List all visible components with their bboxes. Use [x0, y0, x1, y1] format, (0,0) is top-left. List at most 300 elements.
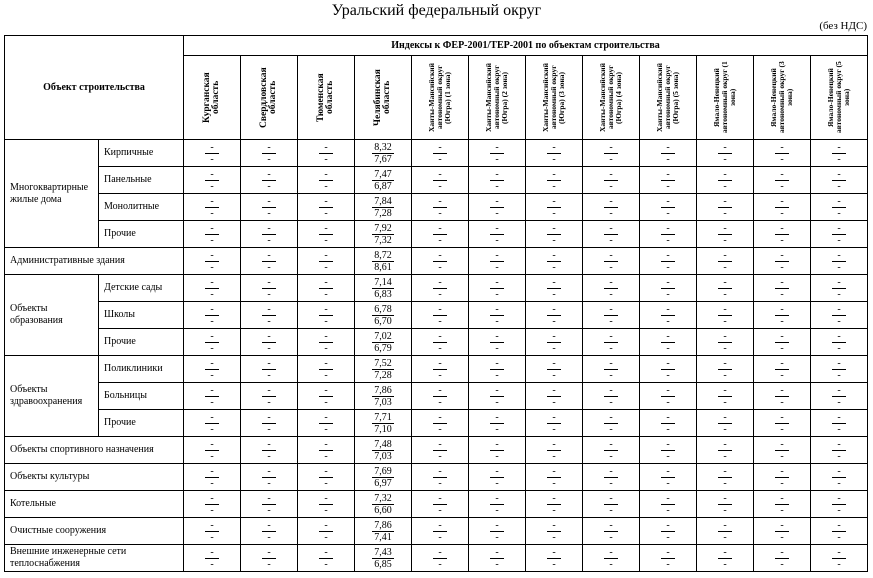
- object-group-label: Многоквартирные жилые дома: [5, 140, 99, 248]
- value-cell: [241, 437, 298, 464]
- index-numerator: -: [205, 142, 218, 154]
- index-denominator: 7,67: [374, 153, 392, 165]
- index-numerator: -: [319, 439, 332, 451]
- index-numerator: -: [832, 142, 845, 154]
- object-subtype-label: Поликлиники: [99, 356, 184, 383]
- index-denominator: -: [438, 504, 442, 516]
- index-numerator: -: [433, 304, 446, 316]
- index-value: [205, 331, 218, 354]
- index-numerator: -: [547, 196, 560, 208]
- index-value: [604, 466, 617, 489]
- index-denominator: -: [609, 315, 613, 327]
- index-numerator: -: [262, 223, 275, 235]
- index-value: [372, 250, 394, 273]
- value-cell: [241, 194, 298, 221]
- value-cell: [298, 545, 355, 572]
- index-value: [433, 277, 446, 300]
- index-value: [661, 142, 674, 165]
- index-denominator: -: [267, 261, 271, 273]
- index-numerator: -: [205, 412, 218, 424]
- index-value: [775, 223, 788, 246]
- index-numerator: 7,52: [374, 357, 392, 369]
- index-value: [205, 304, 218, 327]
- index-value: [205, 466, 218, 489]
- value-cell: [754, 464, 811, 491]
- index-value: [205, 196, 218, 219]
- index-numerator: -: [718, 277, 731, 289]
- index-denominator: -: [780, 207, 784, 219]
- index-value: [262, 520, 275, 543]
- index-value: [372, 142, 394, 165]
- index-value: [775, 520, 788, 543]
- index-value: [832, 493, 845, 516]
- index-denominator: -: [780, 288, 784, 300]
- index-numerator: -: [433, 412, 446, 424]
- index-denominator: -: [438, 396, 442, 408]
- index-numerator: -: [262, 493, 275, 505]
- index-value: [490, 493, 503, 516]
- index-value: [205, 439, 218, 462]
- object-group-label: Объекты спортивного назначения: [5, 437, 184, 464]
- value-cell: [355, 275, 412, 302]
- index-numerator: -: [262, 412, 275, 424]
- index-numerator: -: [319, 358, 332, 370]
- index-value: [372, 547, 394, 570]
- value-cell: [583, 275, 640, 302]
- index-denominator: -: [210, 234, 214, 246]
- index-numerator: -: [547, 358, 560, 370]
- index-value: [547, 466, 560, 489]
- table-row: [5, 302, 868, 329]
- index-numerator: 8,72: [374, 249, 392, 261]
- index-numerator: -: [262, 277, 275, 289]
- index-numerator: -: [319, 520, 332, 532]
- index-value: [718, 250, 731, 273]
- index-value: [490, 142, 503, 165]
- index-denominator: -: [438, 261, 442, 273]
- index-denominator: -: [609, 234, 613, 246]
- index-numerator: -: [262, 466, 275, 478]
- index-denominator: -: [324, 450, 328, 462]
- value-cell: [526, 356, 583, 383]
- index-denominator: -: [666, 207, 670, 219]
- value-cell: [412, 356, 469, 383]
- value-cell: [355, 464, 412, 491]
- index-numerator: -: [547, 439, 560, 451]
- index-denominator: -: [210, 369, 214, 381]
- index-denominator: -: [666, 504, 670, 516]
- index-value: [490, 358, 503, 381]
- index-denominator: -: [780, 180, 784, 192]
- index-numerator: -: [262, 142, 275, 154]
- index-denominator: 6,85: [374, 558, 392, 570]
- value-cell: [697, 518, 754, 545]
- index-denominator: -: [780, 423, 784, 435]
- index-numerator: 7,43: [374, 546, 392, 558]
- index-value: [661, 547, 674, 570]
- value-cell: [412, 437, 469, 464]
- value-cell: [811, 167, 868, 194]
- index-value: [832, 223, 845, 246]
- index-denominator: -: [609, 207, 613, 219]
- index-value: [718, 385, 731, 408]
- value-cell: [412, 221, 469, 248]
- index-numerator: -: [832, 250, 845, 262]
- index-value: [832, 547, 845, 570]
- value-cell: [412, 329, 469, 356]
- index-numerator: -: [319, 493, 332, 505]
- index-numerator: -: [205, 358, 218, 370]
- index-value: [547, 223, 560, 246]
- value-cell: [811, 302, 868, 329]
- index-denominator: -: [495, 234, 499, 246]
- index-denominator: -: [552, 180, 556, 192]
- object-subtype-label: Прочие: [99, 221, 184, 248]
- index-value: [775, 547, 788, 570]
- index-denominator: -: [210, 423, 214, 435]
- index-value: [433, 304, 446, 327]
- value-cell: [583, 410, 640, 437]
- index-numerator: -: [832, 223, 845, 235]
- index-value: [262, 304, 275, 327]
- index-denominator: -: [609, 558, 613, 570]
- index-value: [433, 493, 446, 516]
- index-denominator: -: [609, 477, 613, 489]
- index-value: [433, 196, 446, 219]
- index-numerator: -: [262, 304, 275, 316]
- index-numerator: -: [604, 358, 617, 370]
- column-header-label: Ханты-Мансийский автономный округ (Югра) (2 зона): [484, 63, 509, 132]
- index-numerator: -: [205, 277, 218, 289]
- value-cell: [355, 437, 412, 464]
- value-cell: [355, 545, 412, 572]
- index-value: [604, 223, 617, 246]
- index-value: [604, 520, 617, 543]
- index-denominator: -: [495, 477, 499, 489]
- index-numerator: -: [490, 466, 503, 478]
- index-numerator: -: [205, 493, 218, 505]
- index-numerator: -: [490, 385, 503, 397]
- index-value: [832, 439, 845, 462]
- object-group-label: Внешние инженерные сети теплоснабжения: [5, 545, 184, 572]
- index-denominator: -: [267, 396, 271, 408]
- column-header: [811, 56, 868, 140]
- index-numerator: -: [433, 196, 446, 208]
- index-denominator: 6,70: [374, 315, 392, 327]
- value-cell: [754, 329, 811, 356]
- index-value: [205, 277, 218, 300]
- index-numerator: -: [661, 304, 674, 316]
- index-numerator: -: [319, 304, 332, 316]
- value-cell: [640, 167, 697, 194]
- index-numerator: -: [661, 277, 674, 289]
- index-value: [205, 223, 218, 246]
- index-numerator: -: [547, 520, 560, 532]
- value-cell: [811, 545, 868, 572]
- value-cell: [298, 356, 355, 383]
- value-cell: [412, 491, 469, 518]
- index-denominator: -: [267, 288, 271, 300]
- index-value: [433, 331, 446, 354]
- index-value: [433, 142, 446, 165]
- index-value: [319, 439, 332, 462]
- index-value: [319, 169, 332, 192]
- value-cell: [640, 383, 697, 410]
- index-numerator: -: [775, 466, 788, 478]
- index-denominator: 7,10: [374, 423, 392, 435]
- index-numerator: -: [490, 169, 503, 181]
- index-numerator: -: [319, 412, 332, 424]
- index-value: [205, 250, 218, 273]
- index-numerator: -: [547, 277, 560, 289]
- object-group-label: Объекты здравоохранения: [5, 356, 99, 437]
- value-cell: [412, 383, 469, 410]
- index-numerator: -: [718, 385, 731, 397]
- index-numerator: -: [832, 304, 845, 316]
- value-cell: [241, 464, 298, 491]
- index-numerator: -: [490, 250, 503, 262]
- index-denominator: 7,28: [374, 369, 392, 381]
- index-numerator: -: [604, 142, 617, 154]
- index-denominator: 7,41: [374, 531, 392, 543]
- index-numerator: -: [775, 250, 788, 262]
- index-numerator: -: [262, 547, 275, 559]
- index-numerator: -: [433, 358, 446, 370]
- table-row: [5, 491, 868, 518]
- index-value: [832, 412, 845, 435]
- index-denominator: -: [324, 477, 328, 489]
- value-cell: [241, 383, 298, 410]
- table-row: [5, 545, 868, 572]
- index-numerator: -: [262, 520, 275, 532]
- value-cell: [298, 302, 355, 329]
- value-cell: [697, 410, 754, 437]
- index-value: [547, 385, 560, 408]
- index-denominator: -: [267, 180, 271, 192]
- index-denominator: 7,28: [374, 207, 392, 219]
- index-value: [490, 439, 503, 462]
- column-header: [241, 56, 298, 140]
- value-cell: [526, 437, 583, 464]
- index-denominator: -: [609, 261, 613, 273]
- index-numerator: -: [490, 493, 503, 505]
- value-cell: [583, 356, 640, 383]
- index-numerator: -: [604, 223, 617, 235]
- value-cell: [184, 302, 241, 329]
- index-numerator: -: [832, 493, 845, 505]
- value-cell: [754, 140, 811, 167]
- value-cell: [811, 248, 868, 275]
- value-cell: [355, 410, 412, 437]
- value-cell: [412, 194, 469, 221]
- value-cell: [583, 464, 640, 491]
- table-row: [5, 410, 868, 437]
- index-numerator: 7,71: [374, 411, 392, 423]
- index-numerator: -: [433, 493, 446, 505]
- index-denominator: -: [552, 342, 556, 354]
- value-cell: [697, 167, 754, 194]
- value-cell: [697, 275, 754, 302]
- value-cell: [811, 437, 868, 464]
- index-value: [372, 493, 394, 516]
- index-numerator: -: [604, 412, 617, 424]
- index-value: [372, 169, 394, 192]
- index-numerator: -: [604, 331, 617, 343]
- index-value: [604, 439, 617, 462]
- value-cell: [754, 167, 811, 194]
- index-value: [718, 331, 731, 354]
- index-value: [433, 412, 446, 435]
- index-numerator: -: [661, 520, 674, 532]
- index-denominator: -: [723, 369, 727, 381]
- index-numerator: 7,92: [374, 222, 392, 234]
- value-cell: [640, 248, 697, 275]
- index-value: [205, 547, 218, 570]
- index-value: [262, 142, 275, 165]
- index-numerator: -: [832, 385, 845, 397]
- column-header: [469, 56, 526, 140]
- index-numerator: -: [661, 385, 674, 397]
- value-cell: [298, 410, 355, 437]
- index-denominator: -: [552, 315, 556, 327]
- value-cell: [184, 410, 241, 437]
- index-numerator: 7,48: [374, 438, 392, 450]
- value-cell: [754, 491, 811, 518]
- index-denominator: -: [609, 369, 613, 381]
- value-cell: [184, 221, 241, 248]
- index-value: [718, 466, 731, 489]
- value-cell: [811, 491, 868, 518]
- index-numerator: 6,78: [374, 303, 392, 315]
- index-value: [775, 277, 788, 300]
- value-cell: [241, 545, 298, 572]
- index-denominator: -: [780, 315, 784, 327]
- index-value: [661, 493, 674, 516]
- index-value: [262, 547, 275, 570]
- index-denominator: -: [438, 288, 442, 300]
- index-header: Индексы к ФЕР-2001/ТЕР-2001 по объектам строительства: [184, 36, 868, 56]
- index-numerator: -: [661, 547, 674, 559]
- value-cell: [469, 410, 526, 437]
- index-value: [775, 196, 788, 219]
- index-numerator: -: [319, 169, 332, 181]
- index-numerator: -: [775, 169, 788, 181]
- index-numerator: -: [832, 412, 845, 424]
- value-cell: [583, 491, 640, 518]
- index-denominator: -: [723, 531, 727, 543]
- index-numerator: -: [433, 547, 446, 559]
- index-value: [661, 169, 674, 192]
- value-cell: [469, 329, 526, 356]
- index-value: [775, 331, 788, 354]
- index-value: [604, 196, 617, 219]
- index-denominator: -: [609, 288, 613, 300]
- table-row: [5, 383, 868, 410]
- value-cell: [754, 356, 811, 383]
- index-numerator: -: [718, 250, 731, 262]
- index-denominator: -: [210, 396, 214, 408]
- value-cell: [640, 302, 697, 329]
- index-denominator: -: [552, 504, 556, 516]
- index-value: [205, 358, 218, 381]
- value-cell: [526, 194, 583, 221]
- index-denominator: -: [267, 234, 271, 246]
- column-header-label: Ханты-Мансийский автономный округ (Югра) (3 зона): [541, 63, 566, 132]
- index-value: [718, 493, 731, 516]
- value-cell: [412, 248, 469, 275]
- index-denominator: -: [495, 180, 499, 192]
- index-numerator: -: [661, 223, 674, 235]
- column-header-label: Курганская область: [202, 72, 221, 123]
- value-cell: [184, 167, 241, 194]
- value-cell: [355, 194, 412, 221]
- index-value: [319, 412, 332, 435]
- index-value: [547, 493, 560, 516]
- value-cell: [298, 518, 355, 545]
- index-denominator: -: [438, 234, 442, 246]
- index-value: [547, 439, 560, 462]
- value-cell: [526, 167, 583, 194]
- value-cell: [583, 383, 640, 410]
- index-denominator: -: [837, 504, 841, 516]
- value-cell: [811, 356, 868, 383]
- index-numerator: -: [832, 169, 845, 181]
- index-denominator: -: [210, 342, 214, 354]
- value-cell: [469, 518, 526, 545]
- column-header: [640, 56, 697, 140]
- value-cell: [412, 140, 469, 167]
- value-cell: [469, 140, 526, 167]
- index-denominator: -: [837, 450, 841, 462]
- index-value: [718, 439, 731, 462]
- index-value: [832, 142, 845, 165]
- index-denominator: -: [495, 423, 499, 435]
- index-denominator: 8,61: [374, 261, 392, 273]
- index-value: [718, 223, 731, 246]
- index-denominator: -: [552, 423, 556, 435]
- table-row: [5, 194, 868, 221]
- index-denominator: -: [780, 234, 784, 246]
- value-cell: [640, 275, 697, 302]
- index-denominator: -: [324, 423, 328, 435]
- index-value: [205, 142, 218, 165]
- index-value: [718, 277, 731, 300]
- index-numerator: -: [547, 412, 560, 424]
- value-cell: [811, 383, 868, 410]
- index-numerator: -: [547, 142, 560, 154]
- index-value: [604, 412, 617, 435]
- index-value: [205, 169, 218, 192]
- index-denominator: -: [837, 180, 841, 192]
- value-cell: [184, 464, 241, 491]
- index-numerator: -: [604, 547, 617, 559]
- index-numerator: -: [775, 196, 788, 208]
- value-cell: [526, 275, 583, 302]
- index-value: [262, 493, 275, 516]
- document-title: Уральский федеральный округ: [331, 2, 542, 19]
- index-numerator: -: [661, 196, 674, 208]
- value-cell: [298, 464, 355, 491]
- index-value: [319, 493, 332, 516]
- value-cell: [469, 302, 526, 329]
- index-denominator: -: [609, 450, 613, 462]
- value-cell: [640, 356, 697, 383]
- index-numerator: -: [718, 412, 731, 424]
- value-cell: [184, 356, 241, 383]
- index-value: [262, 223, 275, 246]
- index-denominator: 6,87: [374, 180, 392, 192]
- index-numerator: -: [661, 412, 674, 424]
